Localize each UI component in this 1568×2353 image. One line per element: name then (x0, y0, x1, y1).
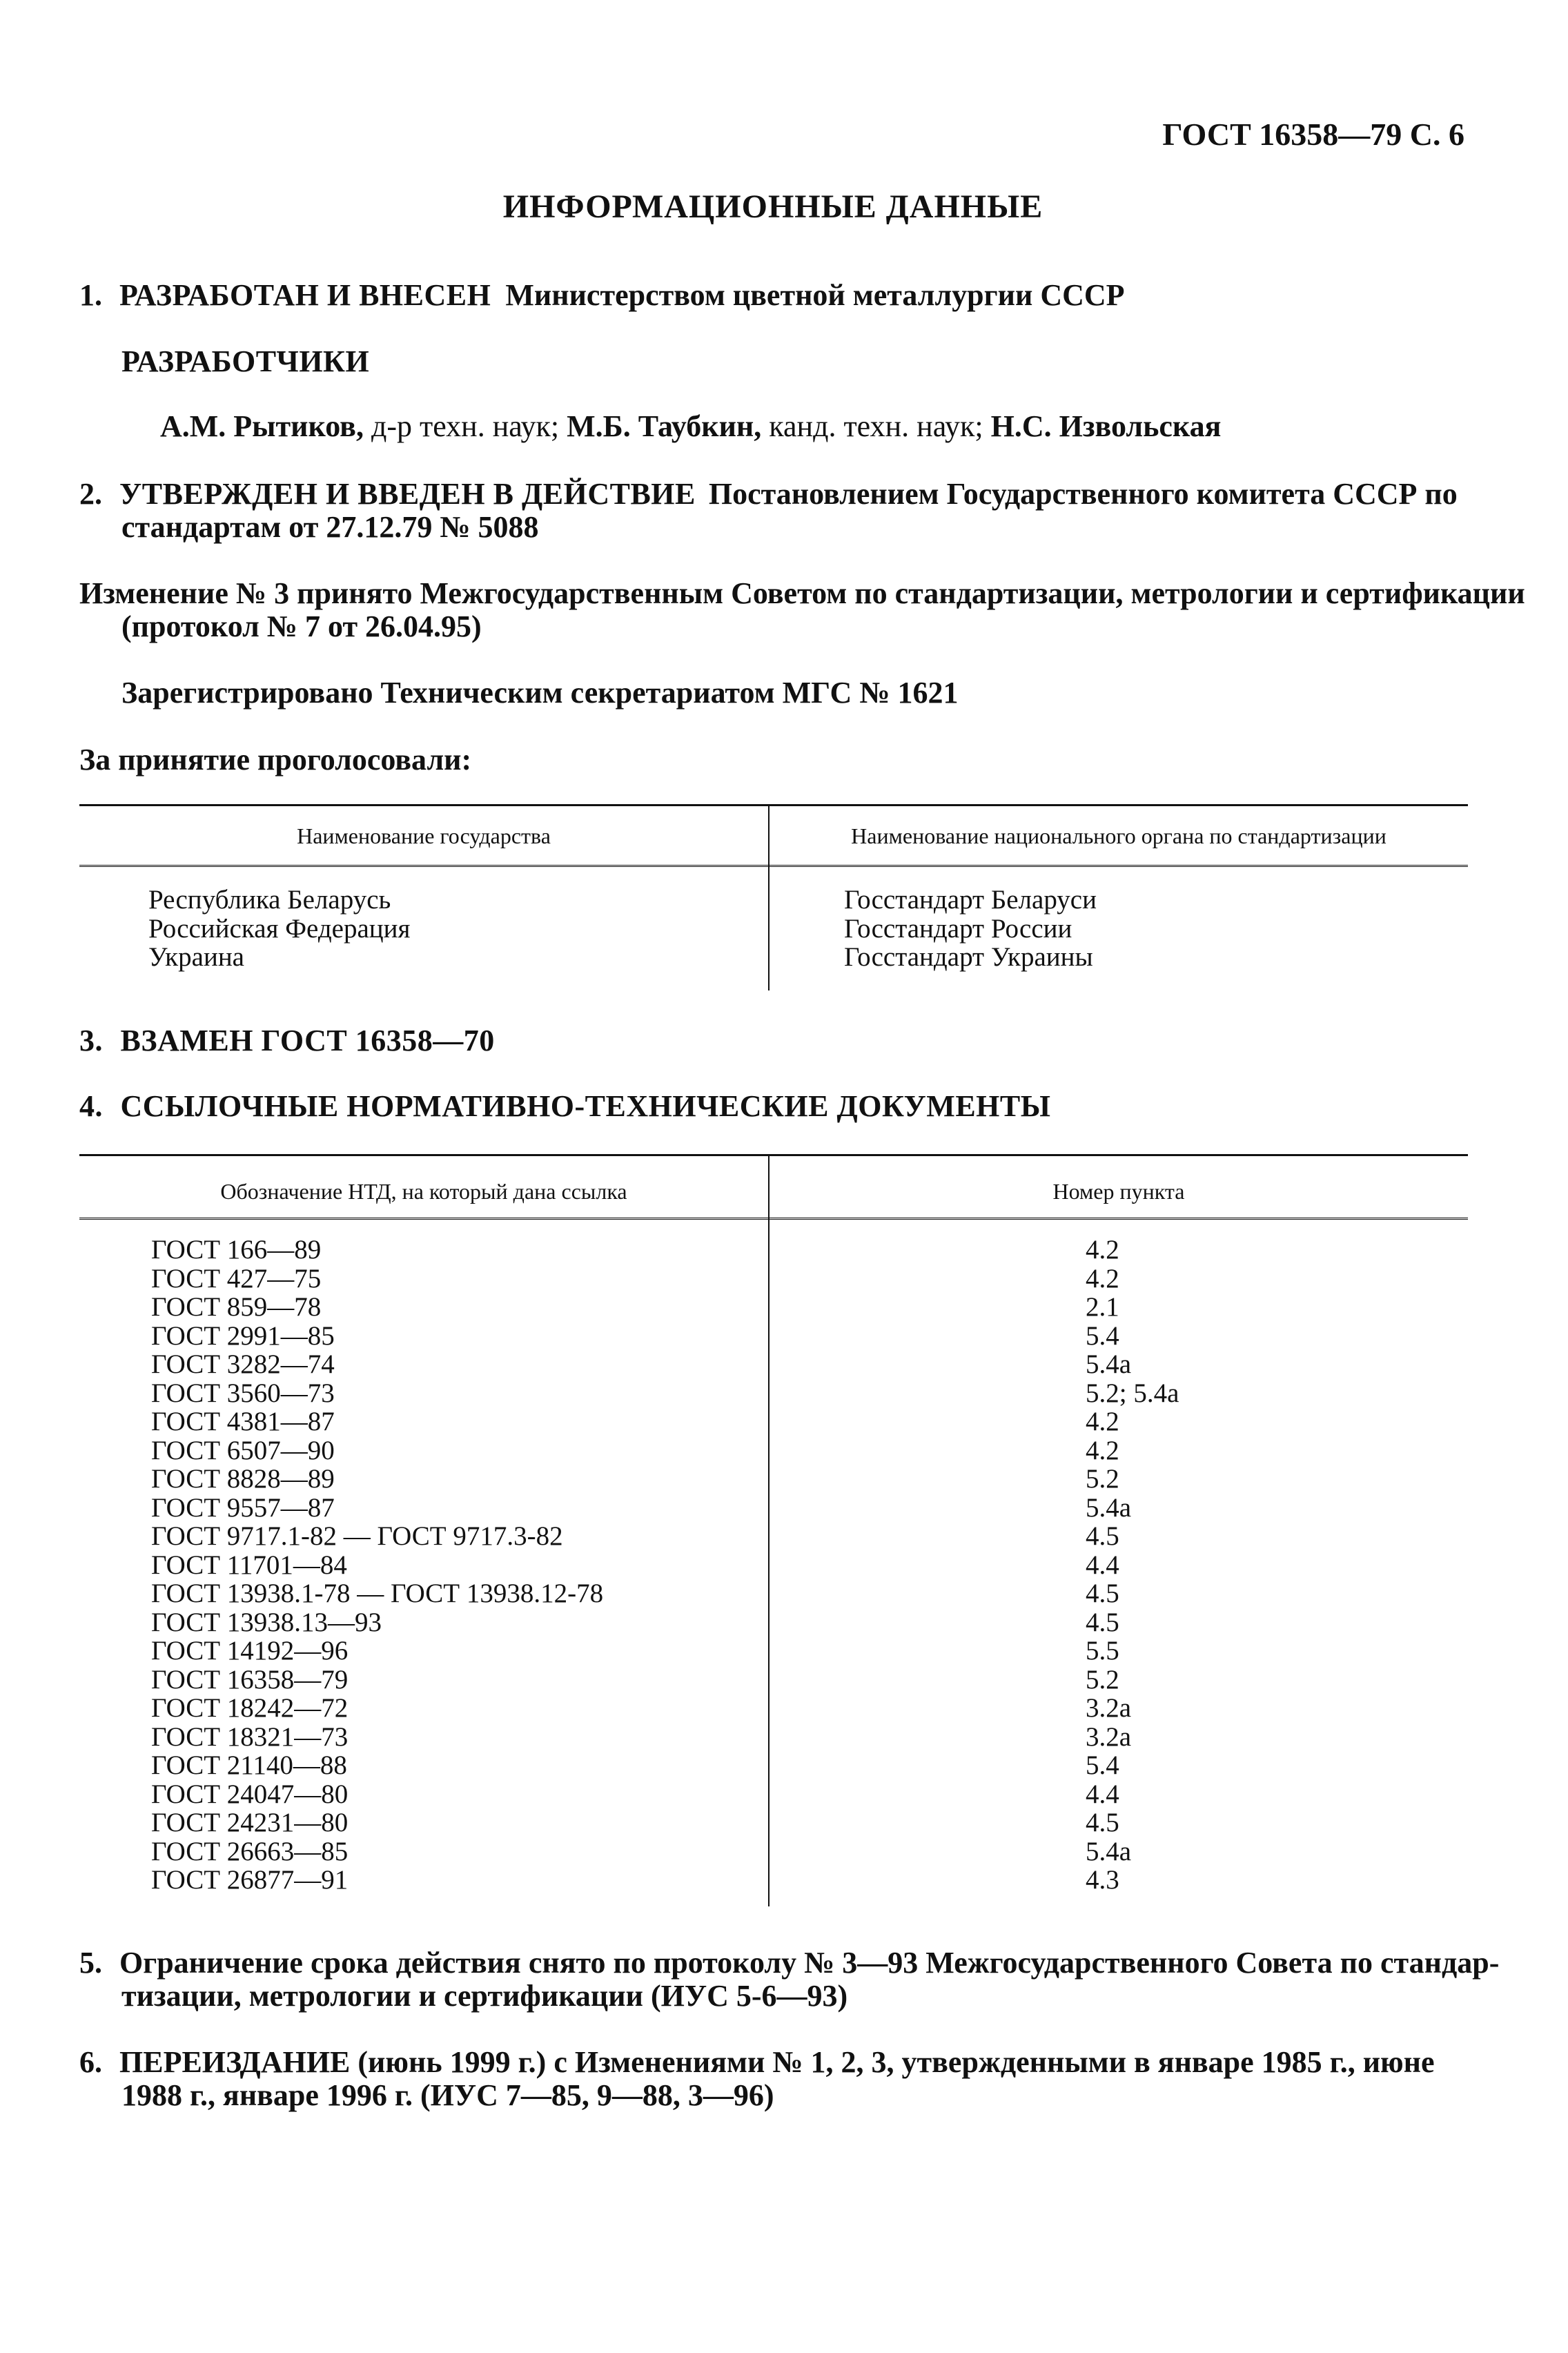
item-1-lead: РАЗРАБОТАН И ВНЕСЕН (119, 278, 491, 312)
item-5-line-1 (79, 1945, 1499, 1980)
developers-list (160, 409, 1221, 444)
table-row: 4.5 (1086, 1607, 1119, 1637)
table-row: ГОСТ 24231—80 (151, 1808, 349, 1837)
item-2-line-2: стандартам от 27.12.79 № 5088 (121, 510, 539, 544)
item-2-rest: Постановлением Государственного комитета СССР по (708, 477, 1458, 511)
developer-1-title: д-р техн. наук; (371, 409, 560, 443)
table-row: ГОСТ 18242—72 (151, 1693, 349, 1723)
page-header: ГОСТ 16358—79 С. 6 (1162, 117, 1464, 152)
refs-header-doc: Обозначение НТД, на который дана ссылка (220, 1179, 627, 1204)
item-5-number: 5. (79, 1946, 102, 1980)
item-1 (79, 277, 1125, 313)
table-row: ГОСТ 9557—87 (151, 1492, 335, 1523)
voting-bodies-column (844, 886, 1097, 972)
table-row: ГОСТ 166—89 (151, 1235, 322, 1265)
table-row: ГОСТ 18321—73 (151, 1721, 349, 1752)
table-row: 4.2 (1086, 1235, 1119, 1265)
table-row: 4.4 (1086, 1779, 1119, 1809)
table-row: ГОСТ 6507—90 (151, 1435, 335, 1465)
table-row: ГОСТ 859—78 (151, 1292, 322, 1322)
developer-1-name: А.М. Рытиков, (160, 409, 364, 443)
item-3 (79, 1023, 495, 1058)
page-title: ИНФОРМАЦИОННЫЕ ДАННЫЕ (502, 188, 1043, 225)
developer-2-title: канд. техн. наук; (769, 409, 983, 443)
item-6-line-2: 1988 г., январе 1996 г. (ИУС 7—85, 9—88, 3—96) (121, 2078, 774, 2112)
table-row: ГОСТ 427—75 (151, 1263, 322, 1293)
table-row: 4.5 (1086, 1808, 1119, 1837)
table-row: ГОСТ 2991—85 (151, 1320, 335, 1351)
item-6-number: 6. (79, 2045, 102, 2079)
table-row: Российская Федерация (148, 913, 411, 944)
table-row: 4.5 (1086, 1579, 1119, 1608)
table-row: 5.2; 5.4а (1086, 1378, 1179, 1408)
table-row: 2.1 (1086, 1292, 1119, 1322)
table-row: ГОСТ 13938.13—93 (151, 1607, 382, 1637)
item-4-number: 4. (79, 1089, 103, 1123)
table-row: 5.4 (1086, 1750, 1119, 1780)
item-1-number: 1. (79, 278, 102, 312)
item-5-line-2: тизации, метрологии и сертификации (ИУС 5-6—93) (121, 1979, 848, 2013)
table-top-rule (79, 1154, 1468, 1156)
refs-points-column (1086, 1236, 1179, 1895)
table-row: Украина (148, 942, 244, 972)
table-row: 5.4а (1086, 1492, 1132, 1523)
developers-heading: РАЗРАБОТЧИКИ (121, 344, 370, 378)
table-row: Госстандарт Украины (844, 942, 1093, 972)
refs-docs-column (151, 1236, 603, 1895)
item-2-line-1 (79, 476, 1458, 511)
table-row: ГОСТ 14192—96 (151, 1636, 349, 1666)
item-3-text: ВЗАМЕН ГОСТ 16358—70 (120, 1024, 495, 1057)
voted-heading: За принятие проголосовали: (79, 743, 472, 777)
table-header-rule (79, 865, 1468, 870)
table-row: ГОСТ 24047—80 (151, 1779, 349, 1809)
item-6-line-1 (79, 2044, 1435, 2080)
table-row: 4.2 (1086, 1407, 1119, 1436)
table-row: ГОСТ 26877—91 (151, 1865, 349, 1895)
developer-3-name: Н.С. Извольская (990, 409, 1222, 443)
item-4 (79, 1088, 1050, 1124)
registration-note: Зарегистрировано Техническим секретариатом МГС № 1621 (121, 676, 959, 710)
table-row: 4.4 (1086, 1550, 1119, 1580)
item-2-lead: УТВЕРЖДЕН И ВВЕДЕН В ДЕЙСТВИЕ (119, 477, 696, 511)
voting-table (79, 804, 1468, 990)
table-row: 5.2 (1086, 1464, 1119, 1494)
table-top-rule (79, 804, 1468, 806)
table-row: 4.2 (1086, 1435, 1119, 1465)
item-3-number: 3. (79, 1024, 103, 1057)
table-row: Республика Беларусь (148, 885, 391, 915)
column-divider (768, 1154, 770, 1906)
item-4-text: ССЫЛОЧНЫЕ НОРМАТИВНО-ТЕХНИЧЕСКИЕ ДОКУМЕНТЫ (120, 1089, 1051, 1123)
table-row: ГОСТ 16358—79 (151, 1664, 349, 1695)
table-row: 5.5 (1086, 1636, 1119, 1666)
item-5-text: Ограничение срока действия снято по протоколу № 3—93 Межгосударственного Совета по стандар- (119, 1946, 1500, 1980)
amendment-line-1: Изменение № 3 принято Межгосударственным Советом по стандартизации, метрологии и сертификации (79, 576, 1525, 610)
item-6-text: ПЕРЕИЗДАНИЕ (июнь 1999 г.) с Изменениями № 1, 2, 3, утвержденными в январе 1985 г., июне (119, 2045, 1435, 2079)
table-row: ГОСТ 11701—84 (151, 1550, 347, 1580)
item-1-rest: Министерством цветной металлургии СССР (505, 278, 1125, 312)
table-row: ГОСТ 8828—89 (151, 1464, 335, 1494)
table-row: 3.2а (1086, 1721, 1132, 1752)
voting-header-body: Наименование национального органа по стандартизации (851, 823, 1386, 848)
table-row: 4.5 (1086, 1521, 1119, 1551)
voting-states-column (148, 886, 410, 972)
table-row: 5.2 (1086, 1664, 1119, 1695)
table-row: Госстандарт России (844, 913, 1072, 944)
table-row: ГОСТ 26663—85 (151, 1836, 349, 1866)
table-row: ГОСТ 3560—73 (151, 1378, 335, 1408)
table-header-rule (79, 1218, 1468, 1222)
references-table (79, 1154, 1468, 1906)
voting-header-state: Наименование государства (297, 823, 551, 848)
table-row: ГОСТ 4381—87 (151, 1407, 335, 1436)
item-2-number: 2. (79, 477, 102, 511)
amendment-line-2: (протокол № 7 от 26.04.95) (121, 609, 482, 643)
table-row: 4.3 (1086, 1865, 1119, 1895)
table-row: 5.4а (1086, 1349, 1132, 1379)
table-row: 4.2 (1086, 1263, 1119, 1293)
refs-header-point: Номер пункта (1052, 1179, 1185, 1204)
table-row: ГОСТ 13938.1-78 — ГОСТ 13938.12-78 (151, 1579, 604, 1608)
table-row: 5.4 (1086, 1320, 1119, 1351)
table-row: 3.2а (1086, 1693, 1132, 1723)
table-row: 5.4а (1086, 1836, 1132, 1866)
table-row: ГОСТ 21140—88 (151, 1750, 347, 1780)
table-row: ГОСТ 3282—74 (151, 1349, 335, 1379)
table-row: Госстандарт Беларуси (844, 885, 1097, 915)
table-row: ГОСТ 9717.1-82 — ГОСТ 9717.3-82 (151, 1521, 563, 1551)
developer-2-name: М.Б. Таубкин, (567, 409, 762, 443)
